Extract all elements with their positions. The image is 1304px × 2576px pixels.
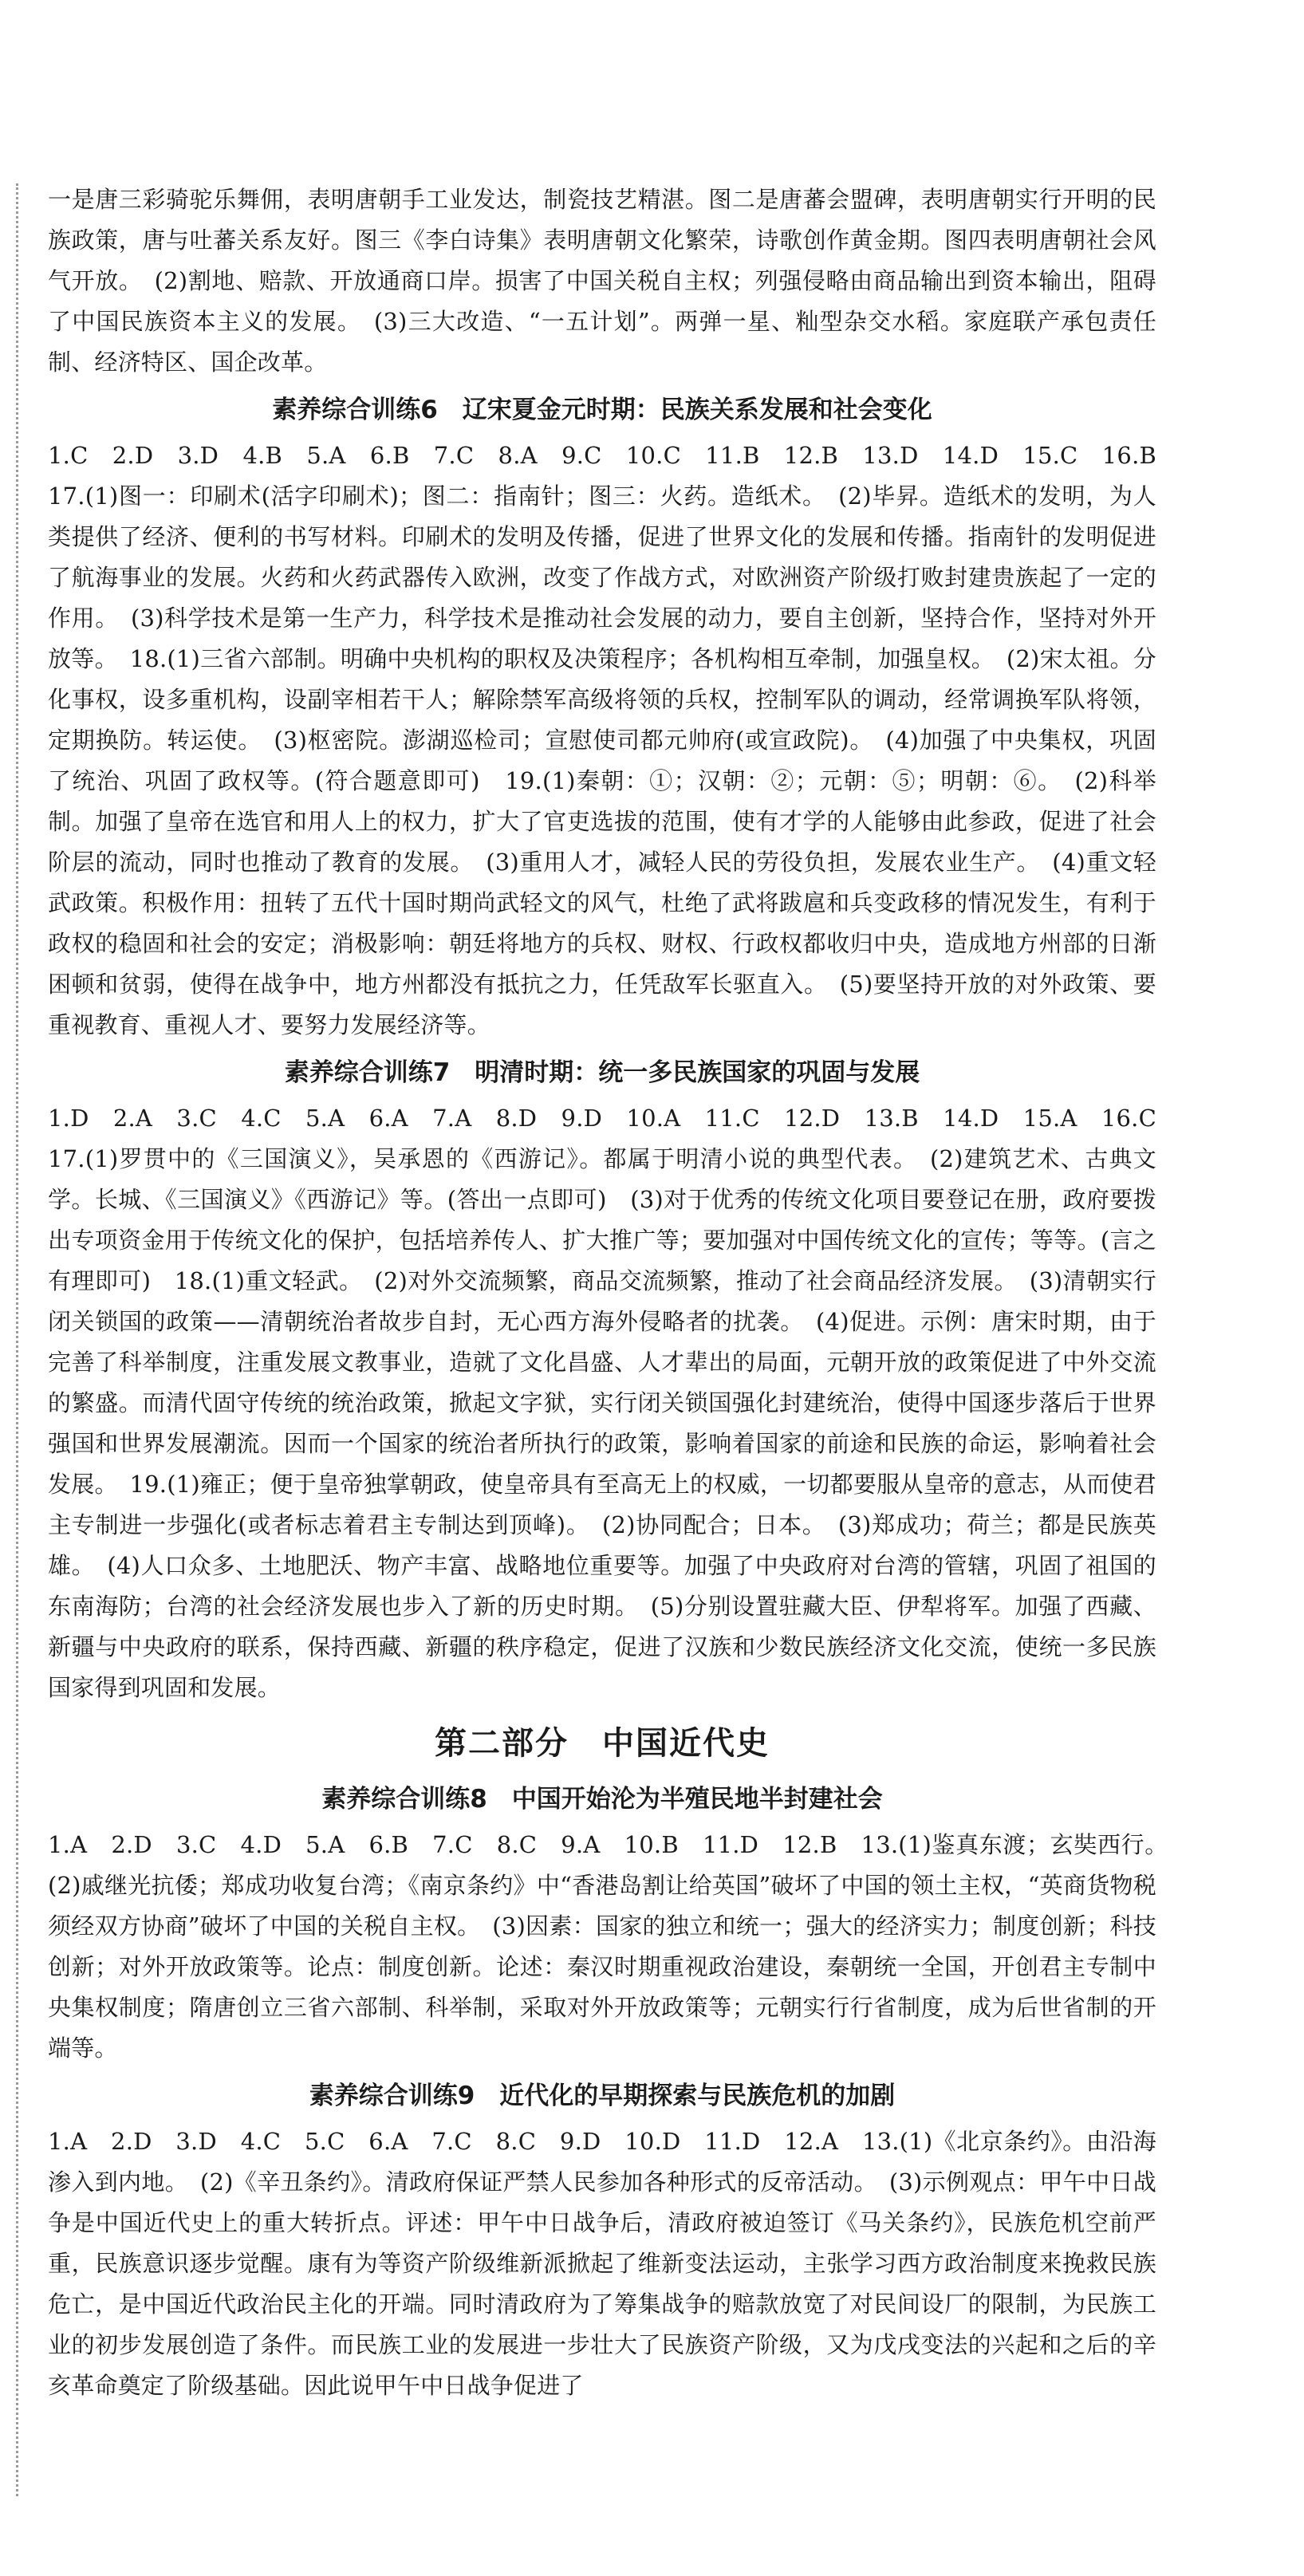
answer-paragraph-training-9: 1.A 2.D 3.D 4.C 5.C 6.A 7.C 8.C 9.D 10.D 11.D 12.A 13.(1)《北京条约》。由沿海渗入到内地。 (2)《辛丑条约》。清政府保证严禁人民参加各种形式的反帝活动。 (3)示例观点：甲午中日战争是中国近代史上的重大转折点。评述：甲午中日战争后，清政府被迫签订《马关条约》，民族危机空前严重，民族意识逐步觉醒。康有为等资产阶级维新派掀起了维新变法运动，主张学习西方政治制度来挽救民族危亡，是中国近代政治民主化的开端。同时清政府为了筹集战争的赔款放宽了对民间设厂的限制，为民族工业的初步发展创造了条件。而民族工业的发展进一步壮大了民族资产阶级，又为戊戌变法的兴起和之后的辛亥革命奠定了阶级基础。因此说甲午中日战争促进了: [48, 2128, 1156, 2399]
answer-paragraph-continued: 一是唐三彩骑驼乐舞佣，表明唐朝手工业发达，制瓷技艺精湛。图二是唐蕃会盟碑，表明唐朝实行开明的民族政策，唐与吐蕃关系友好。图三《李白诗集》表明唐朝文化繁荣，诗歌创作黄金期。图四表明唐朝社会风气开放。 (2)割地、赔款、开放通商口岸。损害了中国关税自主权；列强侵略由商品输出到资本输出，阻碍了中国民族资本主义的发展。 (3)三大改造、“一五计划”。两弹一星、籼型杂交水稻。家庭联产承包责任制、经济特区、国企改革。: [48, 186, 1156, 376]
section-heading-training-9: 素养综合训练9 近代化的早期探索与民族危机的加剧: [309, 2082, 896, 2110]
answer-content: [48, 179, 1180, 2406]
section-heading-training-7: 素养综合训练7 明清时期：统一多民族国家的巩固与发展: [284, 1058, 920, 1087]
answer-paragraph-training-6: 1.C 2.D 3.D 4.B 5.A 6.B 7.C 8.A 9.C 10.C 11.B 12.B 13.D 14.D 15.C 16.B 17.(1)图一：印刷术(活字印刷术)；图二：指南针；图三：火药。造纸术。 (2)毕昇。造纸术的发明，为人类提供了经济、便利的书写材料。印刷术的发明及传播，促进了世界文化的发展和传播。指南针的发明促进了航海事业的发展。火药和火药武器传入欧洲，改变了作战方式，对欧洲资产阶级打败封建贵族起了一定的作用。 (3)科学技术是第一生产力，科学技术是推动社会发展的动力，要自主创新，坚持合作，坚持对外开放等。 18.(1)三省六部制。明确中央机构的职权及决策程序；各机构相互牵制，加强皇权。 (2)宋太祖。分化事权，设多重机构，设副宰相若干人；解除禁军高级将领的兵权，控制军队的调动，经常调换军队将领，定期换防。转运使。 (3)枢密院。澎湖巡检司；宣慰使司都元帅府(或宣政院)。 (4)加强了中央集权，巩固了统治、巩固了政权等。(符合题意即可) 19.(1)秦朝：①；汉朝：②；元朝：⑤；明朝：⑥。 (2)科举制。加强了皇帝在选官和用人上的权力，扩大了官吏选拔的范围，使有才学的人能够由此参政，促进了社会阶层的流动，同时也推动了教育的发展。 (3)重用人才，减轻人民的劳役负担，发展农业生产。 (4)重文轻武政策。积极作用：扭转了五代十国时期尚武轻文的风气，杜绝了武将跋扈和兵变政移的情况发生，有利于政权的稳固和社会的安定；消极影响：朝廷将地方的兵权、财权、行政权都收归中央，造成地方州部的日渐困顿和贫弱，使得在战争中，地方州都没有抵抗之力，任凭敌军长驱直入。 (5)要坚持开放的对外政策、要重视教育、重视人才、要努力发展经济等。: [48, 442, 1180, 1038]
answer-paragraph-training-8: 1.A 2.D 3.C 4.D 5.A 6.B 7.C 8.C 9.A 10.B 11.D 12.B 13.(1)鉴真东渡；玄奘西行。 (2)戚继光抗倭；郑成功收复台湾；《南京条约》中“香港岛割让给英国”破坏了中国的领土主权，“英商货物税须经双方协商”破坏了中国的关税自主权。 (3)因素：国家的独立和统一；强大的经济实力；制度创新；科技创新；对外开放政策等。论点：制度创新。论述：秦汉时期重视政治建设，秦朝统一全国，开创君主专制中央集权制度；隋唐创立三省六部制、科举制，采取对外开放政策等；元朝实行行省制度，成为后世省制的开端等。: [48, 1831, 1180, 2062]
answer-paragraph-training-7: 1.D 2.A 3.C 4.C 5.A 6.A 7.A 8.D 9.D 10.A 11.C 12.D 13.B 14.D 15.A 16.C 17.(1)罗贯中的《三国演义》，吴承恩的《西游记》。都属于明清小说的典型代表。 (2)建筑艺术、古典文学。长城、《三国演义》《西游记》等。(答出一点即可) (3)对于优秀的传统文化项目要登记在册，政府要拨出专项资金用于传统文化的保护，包括培养传人、扩大推广等；要加强对中国传统文化的宣传；等等。(言之有理即可) 18.(1)重文轻武。 (2)对外交流频繁，商品交流频繁，推动了社会商品经济发展。 (3)清朝实行闭关锁国的政策——清朝统治者故步自封，无心西方海外侵略者的扰袭。 (4)促进。示例：唐宋时期，由于完善了科举制度，注重发展文教事业，造就了文化昌盛、人才辈出的局面，元朝开放的政策促进了中外交流的繁盛。而清代固守传统的统治政策，掀起文字狱，实行闭关锁国强化封建统治，使得中国逐步落后于世界强国和世界发展潮流。因而一个国家的统治者所执行的政策，影响着国家的前途和民族的命运，影响着社会发展。 19.(1)雍正；便于皇帝独掌朝政，使皇帝具有至高无上的权威，一切都要服从皇帝的意志，从而使君主专制进一步强化(或者标志着君主专制达到顶峰)。 (2)协同配合；日本。 (3)郑成功；荷兰；都是民族英雄。 (4)人口众多、土地肥沃、物产丰富、战略地位重要等。加强了中央政府对台湾的管辖，巩固了祖国的东南海防；台湾的社会经济发展也步入了新的历史时期。 (5)分别设置驻藏大臣、伊犁将军。加强了西藏、新疆与中央政府的联系，保持西藏、新疆的秩序稳定，促进了汉族和少数民族经济文化交流，使统一多民族国家得到巩固和发展。: [48, 1105, 1180, 1701]
binding-margin-line: [16, 183, 18, 2496]
part-heading-modern-history: 第二部分 中国近代史: [435, 1724, 770, 1762]
section-heading-training-8: 素养综合训练8 中国开始沦为半殖民地半封建社会: [321, 1785, 883, 1814]
section-heading-training-6: 素养综合训练6 辽宋夏金元时期：民族关系发展和社会变化: [272, 396, 932, 424]
